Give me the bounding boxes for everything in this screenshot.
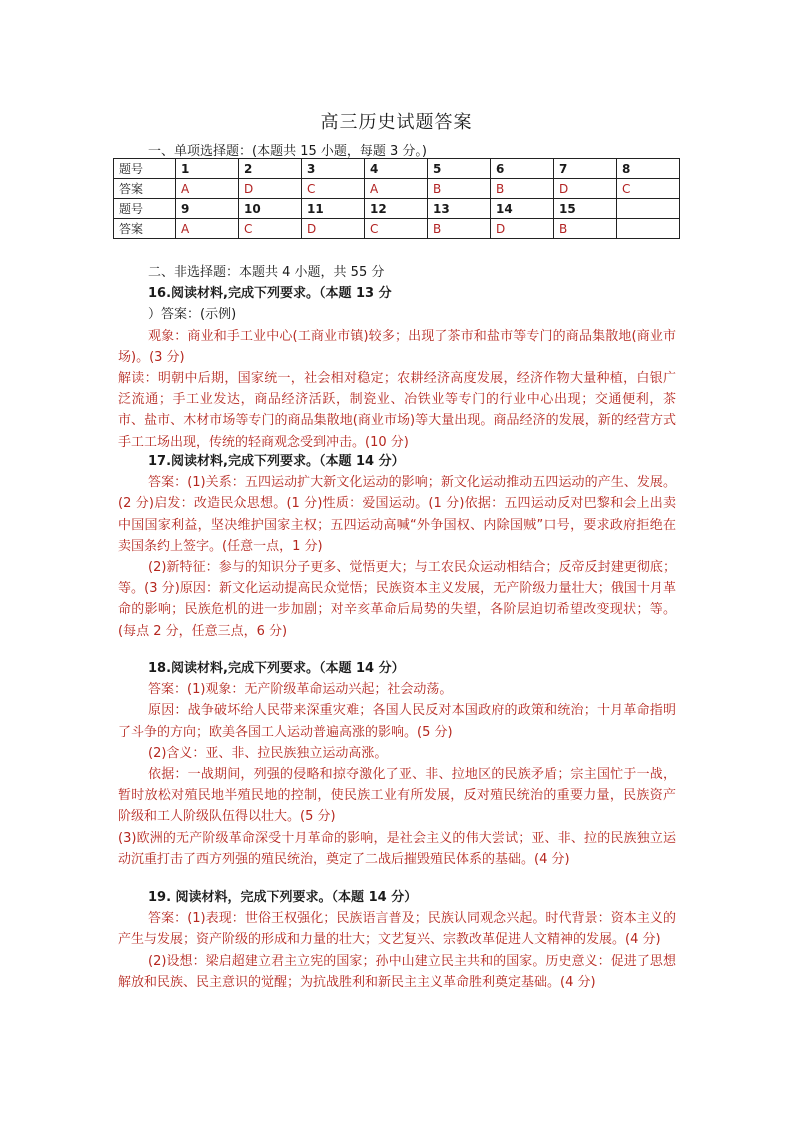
q19-part2: (2)设想：梁启超建立君主立宪的国家；孙中山建立民主共和的国家。历史意义：促进了思想解放和民族、民主意识的觉醒；为抗战胜利和新民主主义革命胜利奠定基础。(4 分) <box>118 953 676 990</box>
q19-part1: 答案：(1)表现：世俗王权强化；民族语言普及；民族认同观念兴起。时代背景：资本主义的产生与发展；资产阶级的形成和力量的壮大；文艺复兴、宗教改革促进人文精神的发展。(4 分) <box>118 911 676 948</box>
question-number: 4 <box>365 159 428 179</box>
q16-block <box>118 262 676 453</box>
question-number: 14 <box>491 199 554 219</box>
q18-block <box>118 658 676 870</box>
question-number: 3 <box>302 159 365 179</box>
question-number: 12 <box>365 199 428 219</box>
answer-key: D <box>554 179 617 199</box>
q18-part3: (3)欧洲的无产阶级革命深受十月革命的影响，是社会主义的伟大尝试；亚、非、拉的民族独立运动沉重打击了西方列强的殖民统治，奠定了二战后摧毁殖民体系的基础。(4 分) <box>118 830 676 867</box>
q17-part2: (2)新特征：参与的知识分子更多、觉悟更大；与工农民众运动相结合；反帝反封建更彻底；等。(3 分)原因：新文化运动提高民众觉悟；民族资本主义发展，无产阶级力量壮大；俄国十月革命的影响；民族危机的进一步加剧；对辛亥革命后局势的失望，各阶层迫切希望改变现状；等。(每点 2 分，任意三点，6 分) <box>118 560 676 639</box>
answer-key: B <box>428 219 491 239</box>
answer-key: C <box>302 179 365 199</box>
question-number: 15 <box>554 199 617 219</box>
answer-key: C <box>617 179 680 199</box>
q19-heading: 19. 阅读材料，完成下列要求。（本题 14 分） <box>148 890 418 905</box>
q19-block <box>118 887 676 993</box>
answer-key <box>617 219 680 239</box>
question-number: 11 <box>302 199 365 219</box>
answer-key: C <box>239 219 302 239</box>
page-title: 高三历史试题答案 <box>320 112 473 133</box>
q16-explanation: 解读：明朝中后期，国家统一，社会相对稳定；农耕经济高度发展，经济作物大量种植，白银广泛流通；手工业发达，商品经济活跃，制瓷业、冶铁业等专门的行业中心出现；交通便利，茶市、盐市、木材市场等专门的商品集散地(商业市场)等大量出现。商品经济的发展，新的经营方式手工工场出现，传统的轻商观念受到冲击。(10 分) <box>118 371 676 450</box>
question-number: 9 <box>176 199 239 219</box>
q16-answer-label: ）答案：(示例) <box>148 307 237 323</box>
answer-key: C <box>365 219 428 239</box>
answer-key: D <box>491 219 554 239</box>
table-row <box>114 219 680 239</box>
section1-heading: 一、单项选择题：(本题共 15 小题，每题 3 分。) <box>148 144 427 159</box>
answer-key: A <box>176 219 239 239</box>
table-row <box>114 159 680 179</box>
q18-part2: (2)含义：亚、非、拉民族独立运动高涨。 <box>148 745 388 761</box>
question-number: 8 <box>617 159 680 179</box>
row-label: 答案 <box>114 179 176 199</box>
question-number: 13 <box>428 199 491 219</box>
table-row <box>114 199 680 219</box>
section2-heading: 二、非选择题：本题共 4 小题，共 55 分 <box>148 265 385 280</box>
question-number: 7 <box>554 159 617 179</box>
q18-reason: 原因：战争破坏给人民带来深重灾难；各国人民反对本国政府的政策和统治；十月革命指明了斗争的方向；欧美各国工人运动普遍高涨的影响。(5 分) <box>118 703 676 740</box>
question-number: 1 <box>176 159 239 179</box>
q17-part1: 答案：(1)关系：五四运动扩大新文化运动的影响；新文化运动推动五四运动的产生、发展。(2 分)启发：改造民众思想。(1 分)性质：爱国运动。(1 分)依据：五四运动反对巴黎和会上出卖中国国家利益，坚决维护国家主权；五四运动高喊“外争国权、内除国贼”口号，要求政府拒绝在卖国条约上签字。(任意一点，1 分) <box>118 475 676 554</box>
q17-heading: 17.阅读材料,完成下列要求。（本题 14 分） <box>148 454 405 469</box>
question-number: 2 <box>239 159 302 179</box>
answer-table <box>113 158 680 239</box>
row-label: 答案 <box>114 219 176 239</box>
answer-key: A <box>176 179 239 199</box>
question-number: 5 <box>428 159 491 179</box>
q18-basis: 依据：一战期间，列强的侵略和掠夺激化了亚、非、拉地区的民族矛盾；宗主国忙于一战，暂时放松对殖民地半殖民地的控制，使民族工业有所发展，反对殖民统治的重要力量，民族资产阶级和工人阶级队伍得以壮大。(5 分) <box>118 767 676 825</box>
answer-key: B <box>428 179 491 199</box>
q16-observation: 观象：商业和手工业中心(工商业市镇)较多；出现了茶市和盐市等专门的商品集散地(商业市场)。(3 分) <box>118 328 676 365</box>
answer-key: D <box>239 179 302 199</box>
question-number <box>617 199 680 219</box>
question-number: 10 <box>239 199 302 219</box>
q16-heading: 16.阅读材料,完成下列要求。（本题 13 分 <box>148 286 392 302</box>
q18-heading: 18.阅读材料,完成下列要求。（本题 14 分） <box>148 661 405 676</box>
q17-block <box>118 451 676 642</box>
table-row <box>114 179 680 199</box>
q18-part1: 答案：(1)观象：无产阶级革命运动兴起；社会动荡。 <box>148 682 453 698</box>
row-label: 题号 <box>114 159 176 179</box>
answer-key: B <box>491 179 554 199</box>
question-number: 6 <box>491 159 554 179</box>
answer-key: D <box>302 219 365 239</box>
row-label: 题号 <box>114 199 176 219</box>
answer-key: A <box>365 179 428 199</box>
answer-key: B <box>554 219 617 239</box>
